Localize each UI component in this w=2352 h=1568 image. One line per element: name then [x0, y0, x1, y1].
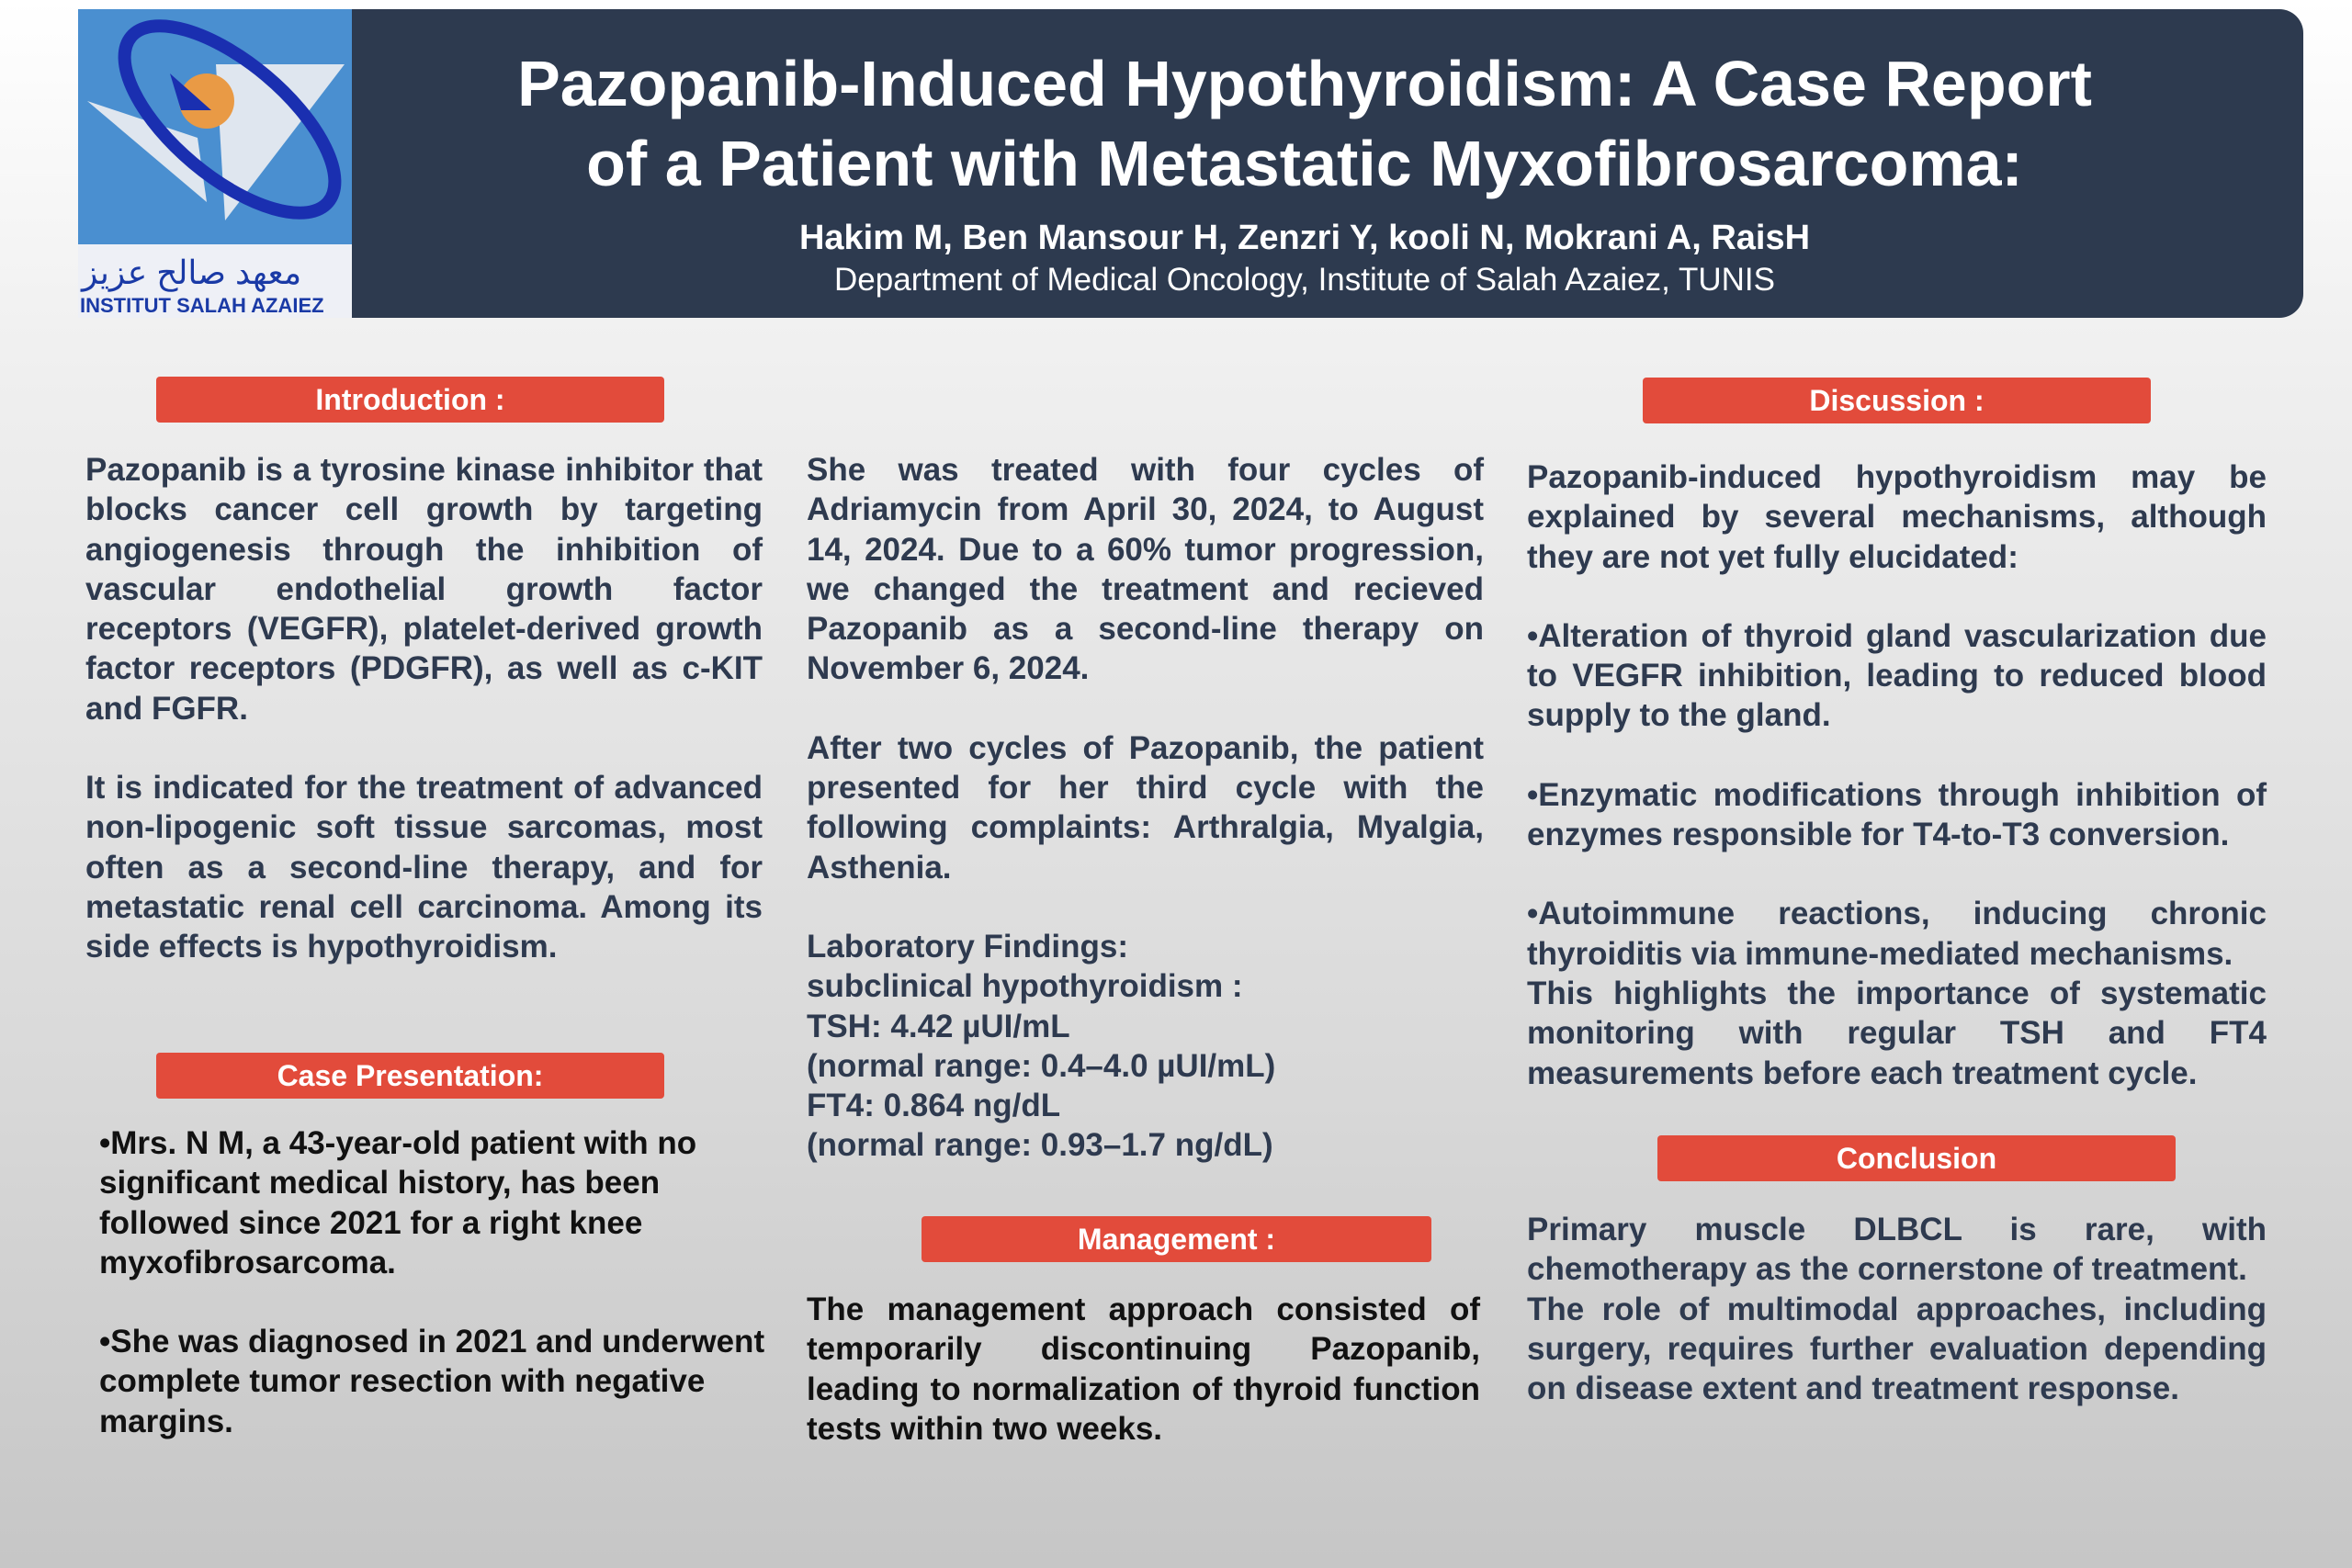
lab-tsh: TSH: 4.42 µUI/mL	[807, 1008, 1070, 1044]
case-continued	[807, 450, 1484, 1166]
conclusion-paragraph-1: Primary muscle DLBCL is rare, with chemotherapy as the cornerstone of treatment.	[1527, 1212, 2267, 1288]
introduction-section	[85, 450, 763, 967]
institute-logo	[78, 9, 352, 318]
poster-title-line2: of a Patient with Metastatic Myxofibrosarcoma:	[586, 128, 2023, 199]
case-presentation-heading: Case Presentation:	[156, 1053, 664, 1099]
discussion-summary: This highlights the importance of systematic monitoring with regular TSH and FT4 measurements before each treatment cycle.	[1527, 975, 2267, 1091]
introduction-heading: Introduction :	[156, 377, 664, 423]
poster-title-line1: Pazopanib-Induced Hypothyroidism: A Case Report	[517, 48, 2092, 119]
discussion-bullet-2: •Enzymatic modifications through inhibition of enzymes responsible for T4-to-T3 conversion.	[1527, 776, 2267, 853]
department: Department of Medical Oncology, Institute of Salah Azaiez, TUNIS	[834, 262, 1775, 298]
conclusion-heading: Conclusion	[1657, 1135, 2176, 1181]
lab-ft4-range: (normal range: 0.93–1.7 ng/dL)	[807, 1127, 1273, 1164]
discussion-bullet-3: •Autoimmune reactions, inducing chronic thyroiditis via immune-mediated mechanisms.	[1527, 896, 2267, 972]
lab-line: subclinical hypothyroidism :	[807, 968, 1243, 1005]
case-bullet-2: •She was diagnosed in 2021 and underwent complete tumor resection with negative margins.	[99, 1324, 765, 1439]
logo-name: INSTITUT SALAH AZAIEZ	[80, 294, 324, 317]
laboratory-findings	[807, 927, 1484, 1166]
discussion-bullet-1: •Alteration of thyroid gland vascularization due to VEGFR inhibition, leading to reduced blood supply to the gland.	[1527, 617, 2267, 734]
discussion-heading: Discussion :	[1643, 378, 2151, 423]
lab-heading: Laboratory Findings:	[807, 928, 1128, 964]
logo-arabic-text: معهد صالح عزيز	[82, 254, 302, 291]
case-paragraph-1: She was treated with four cycles of Adriamycin from April 30, 2024, to August 14, 2024. Due to a 60% tumor progression, we changed the treatment and recieved Pazopanib as a second-line therapy on November 6, 2024.	[807, 452, 1484, 687]
conclusion-paragraph-2: The role of multimodal approaches, including surgery, requires further evaluation depending on disease extent and treatment response.	[1527, 1291, 2267, 1407]
lab-tsh-range: (normal range: 0.4–4.0 µUI/mL)	[807, 1047, 1276, 1084]
case-bullet-1: •Mrs. N M, a 43-year-old patient with no significant medical history, has been followed since 2021 for a right knee myxofibrosarcoma.	[99, 1125, 697, 1280]
discussion-paragraph: Pazopanib-induced hypothyroidism may be explained by several mechanisms, although they are not yet fully elucidated:	[1527, 459, 2267, 575]
logo-emblem-icon	[78, 9, 352, 244]
authors: Hakim M, Ben Mansour H, Zenzri Y, kooli N, Mokrani A, RaisH	[798, 219, 1811, 257]
case-bullets	[99, 1123, 765, 1441]
lab-ft4: FT4: 0.864 ng/dL	[807, 1088, 1061, 1124]
introduction-paragraph-1: Pazopanib is a tyrosine kinase inhibitor that blocks cancer cell growth by targeting angiogenesis through the inhibition of vascular endothelial growth factor receptors (VEGFR), platelet-derived growth factor receptors (PDGFR), as well as c-KIT and FGFR.	[85, 452, 763, 727]
management-text: The management approach consisted of temporarily discontinuing Pazopanib, leading to normalization of thyroid function tests within two weeks.	[807, 1292, 1480, 1447]
discussion-section	[1527, 457, 2267, 1093]
conclusion-section	[1527, 1210, 2267, 1408]
management-heading: Management :	[922, 1216, 1431, 1262]
case-paragraph-2: After two cycles of Pazopanib, the patient presented for her third cycle with the following complaints: Arthralgia, Myalgia, Asthenia.	[807, 729, 1484, 886]
introduction-paragraph-2: It is indicated for the treatment of advanced non-lipogenic soft tissue sarcomas, most often as a second-line therapy, and for metastatic renal cell carcinoma. Among its side effects is hypothyroidism.	[85, 770, 763, 965]
